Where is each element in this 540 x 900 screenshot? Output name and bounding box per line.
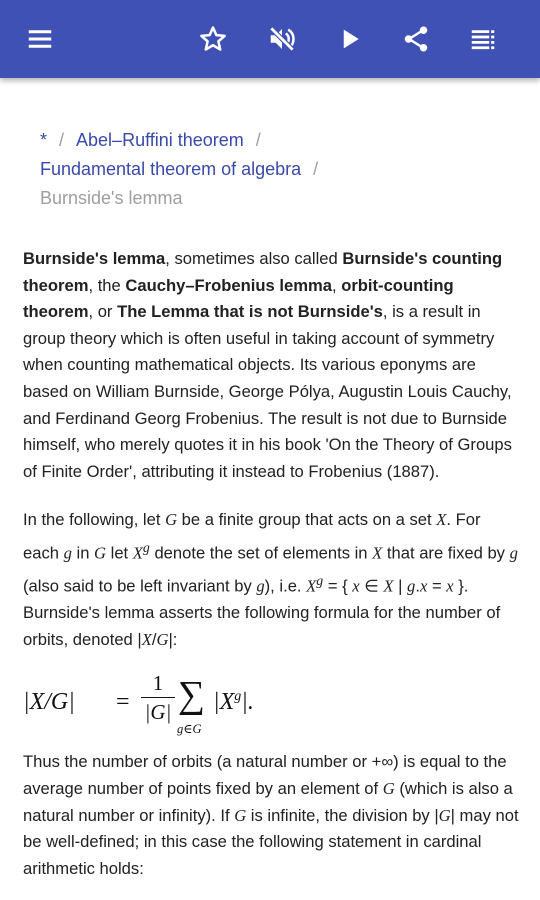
summation-index: g∈G <box>177 722 202 737</box>
share-button[interactable] <box>396 19 436 59</box>
definition-paragraph: In the following, let G be a finite group that acts on a set X. For each g in G let $X^g$ denote the set of elements in X that are fixed by g (also said to be left invariant by g), i.e. $X^g$ = { x ∈ X | g.x = x }. Burnside's lemma asserts the following formula for the number of orbits, denoted |X/G|: <box>23 510 518 649</box>
breadcrumb-link-fundamental-theorem[interactable]: Fundamental theorem of algebra <box>40 159 302 179</box>
formula-lhs: |X/G| <box>23 689 75 716</box>
list-icon <box>468 24 498 54</box>
formula-denominator: |G| <box>144 700 172 725</box>
share-icon <box>401 24 431 54</box>
burnside-formula <box>23 669 519 749</box>
intro-paragraph: Burnside's lemma, sometimes also called Burnside's counting theorem, the Cauchy–Frobenius lemma, orbit-counting theorem, or The Lemma that is not Burnside's, is a result in group theory which is often useful in taking account of symmetry when counting mathematical objects. Its various eponyms are based on William Burnside, George Pólya, Augustin Louis Cauchy, and Ferdinand Georg Frobenius. The result is not due to Burnside himself, who merely quotes it in his book 'On the Theory of Groups of Finite Order', attributing it instead to Frobenius (1887). <box>23 249 512 481</box>
formula-equals: = <box>116 689 130 716</box>
formula-numerator: 1 <box>152 671 164 696</box>
breadcrumb-home-link[interactable]: * <box>40 130 48 150</box>
mute-button[interactable] <box>262 19 302 59</box>
breadcrumb-separator: / <box>255 130 261 150</box>
summation-symbol: ∑ <box>178 674 206 717</box>
contents-button[interactable] <box>463 19 503 59</box>
breadcrumb-link-abel-ruffini[interactable]: Abel–Ruffini theorem <box>76 130 244 150</box>
bold-term: Burnside's counting theorem <box>23 249 503 295</box>
breadcrumb-separator: / <box>313 159 319 179</box>
bold-term: orbit-counting theorem <box>23 275 454 322</box>
breadcrumb-separator: / <box>59 130 65 150</box>
bold-term: Cauchy–Frobenius lemma <box>125 275 332 295</box>
breadcrumb <box>23 126 519 213</box>
menu-button[interactable] <box>20 19 60 59</box>
breadcrumb-current: Burnside's lemma <box>40 188 183 208</box>
mute-icon <box>267 24 297 54</box>
app-toolbar <box>0 0 540 78</box>
bookmark-button[interactable] <box>193 19 233 59</box>
bold-term: The Lemma that is not Burnside's <box>117 302 383 322</box>
formula-fraction <box>141 671 175 725</box>
play-icon <box>335 24 365 54</box>
bold-term: Burnside's lemma <box>23 249 166 268</box>
article-content <box>23 126 519 882</box>
menu-icon <box>25 24 55 54</box>
star-icon <box>198 24 228 54</box>
play-button[interactable] <box>330 19 370 59</box>
formula-rhs: $|X^g|$. <box>213 689 254 716</box>
explanation-paragraph: Thus the number of orbits (a natural number or +∞) is equal to the average number of points fixed by an element of G (which is also a natural number or infinity). If G is infinite, the division by |G| may not be well-defined; in this case the following statement in cardinal arithmetic holds: <box>23 752 519 878</box>
